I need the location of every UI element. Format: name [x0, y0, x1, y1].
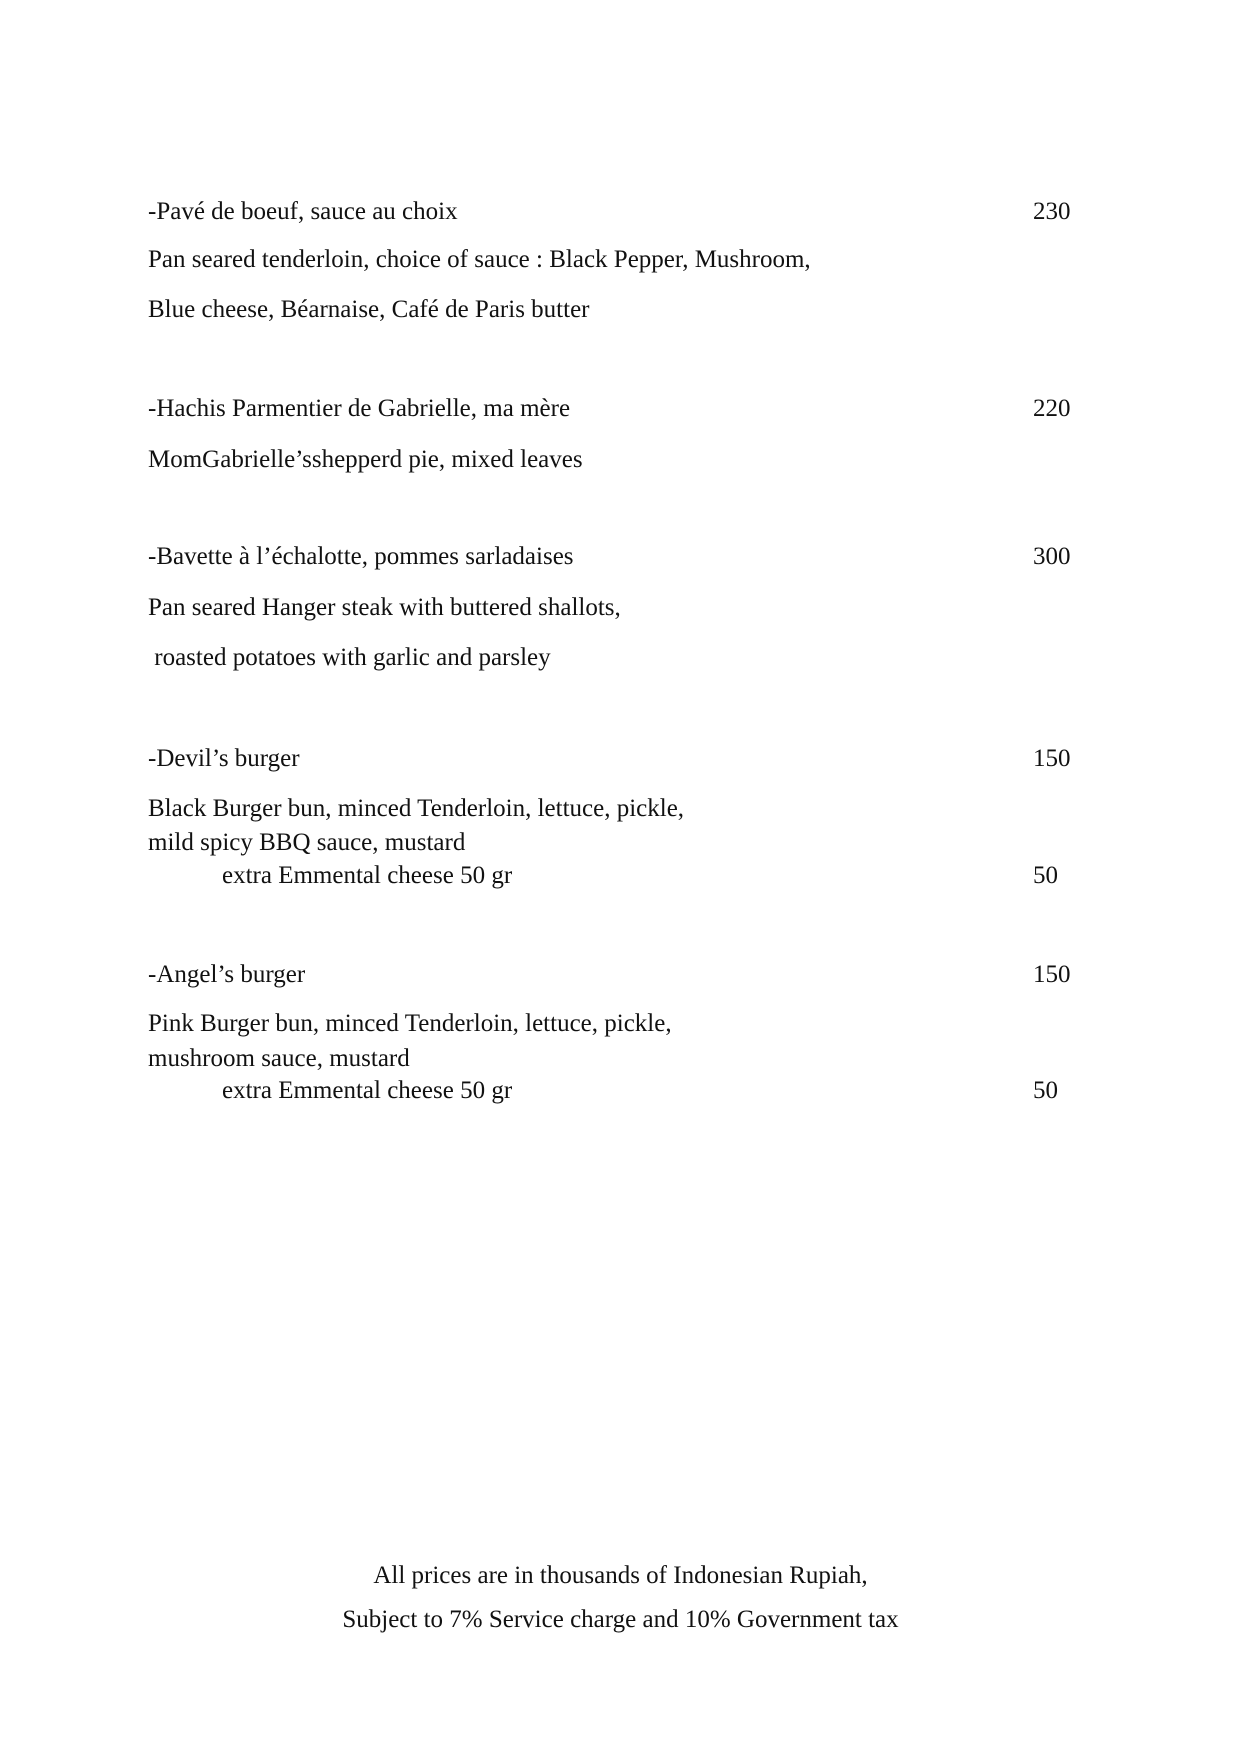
menu-item-title: -Hachis Parmentier de Gabrielle, ma mère [148, 395, 571, 422]
menu-item-description: MomGabrielle’sshepperd pie, mixed leaves [148, 446, 583, 473]
menu-item-price: 150 [1033, 961, 1071, 988]
menu-item-description: Black Burger bun, minced Tenderloin, lettuce, pickle, [148, 795, 685, 822]
menu-item-extra: extra Emmental cheese 50 gr [222, 1077, 513, 1104]
footer-note-currency: All prices are in thousands of Indonesian Rupiah, [373, 1562, 868, 1589]
menu-item-title: -Bavette à l’échalotte, pommes sarladaises [148, 543, 574, 570]
menu-item-description: mild spicy BBQ sauce, mustard [148, 829, 466, 856]
menu-item-price: 230 [1033, 198, 1071, 225]
menu-item-description: Pink Burger bun, minced Tenderloin, lettuce, pickle, [148, 1010, 672, 1037]
menu-item-description: Pan seared Hanger steak with buttered shallots, [148, 594, 621, 621]
menu-item-description: Pan seared tenderloin, choice of sauce : Black Pepper, Mushroom, [148, 246, 811, 273]
menu-item-title: -Pavé de boeuf, sauce au choix [148, 198, 458, 225]
menu-item-description: Blue cheese, Béarnaise, Café de Paris butter [148, 296, 590, 323]
menu-item-price: 300 [1033, 543, 1071, 570]
menu-item-title: -Devil’s burger [148, 745, 300, 772]
menu-item-description: mushroom sauce, mustard [148, 1045, 410, 1072]
footer-note-tax: Subject to 7% Service charge and 10% Government tax [342, 1606, 899, 1633]
menu-item-extra: extra Emmental cheese 50 gr [222, 862, 513, 889]
menu-item-description: roasted potatoes with garlic and parsley [148, 644, 551, 671]
menu-item-extra-price: 50 [1033, 1077, 1058, 1104]
menu-item-extra-price: 50 [1033, 862, 1058, 889]
menu-item-price: 220 [1033, 395, 1071, 422]
menu-item-title: -Angel’s burger [148, 961, 306, 988]
menu-item-price: 150 [1033, 745, 1071, 772]
